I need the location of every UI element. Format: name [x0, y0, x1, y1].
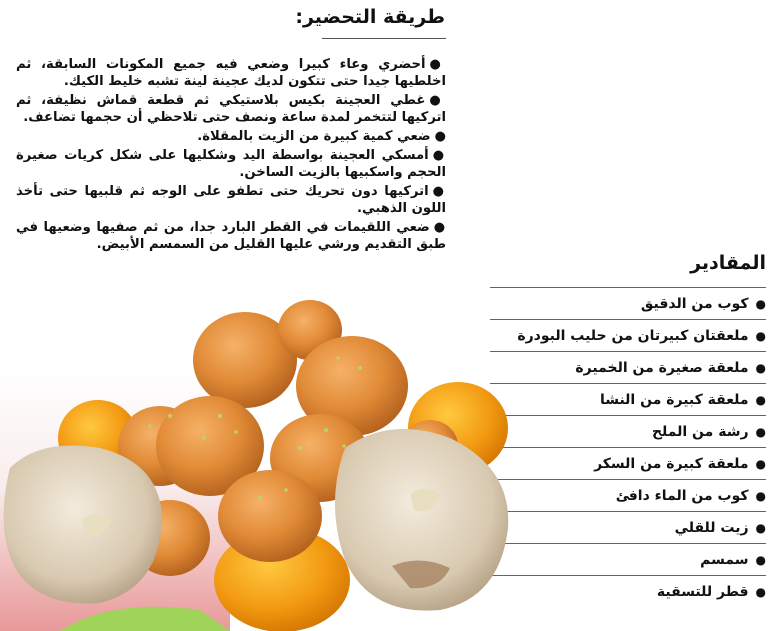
- bullet-icon: ●: [755, 424, 766, 439]
- bullet-icon: ●: [755, 552, 766, 567]
- ingredient-text: ملعقة صغيرة من الخميرة: [575, 359, 749, 376]
- method-steps: [16, 56, 446, 255]
- bullet-icon: ●: [755, 360, 766, 375]
- method-step: [16, 92, 446, 126]
- ingredient-item: [490, 319, 766, 351]
- ingredient-item: [490, 287, 766, 319]
- bullet-icon: ●: [755, 328, 766, 343]
- method-step-text: ضعي كمية كبيرة من الزيت بالمقلاة.: [197, 129, 431, 144]
- method-step: [16, 147, 446, 181]
- bullet-icon: ●: [755, 296, 766, 311]
- dried-fig: [4, 446, 162, 604]
- ingredient-item: [490, 479, 766, 511]
- ingredients-list: [490, 287, 766, 607]
- method-step-text: أحضري وعاء كبيرا وضعي فيه جميع المكونات السابقة، ثم اخلطيها جيدا حتى تتكون لديك عجينة لينة تشبه خليط الكيك.: [16, 57, 446, 89]
- ingredient-text: ملعقتان كبيرتان من حليب البودرة: [517, 327, 749, 344]
- method-step: [16, 219, 446, 253]
- ingredient-item: [490, 415, 766, 447]
- food-photo: [0, 298, 520, 631]
- ingredient-text: قطر للتسقية: [656, 583, 749, 600]
- ingredient-item: [490, 575, 766, 607]
- method-step: [16, 183, 446, 217]
- bullet-icon: ●: [432, 148, 447, 163]
- bullet-icon: ●: [432, 184, 446, 199]
- ingredient-item: [490, 447, 766, 479]
- ingredients-title: المقادير: [690, 252, 766, 274]
- bullet-icon: ●: [755, 584, 766, 599]
- ingredient-item: [490, 383, 766, 415]
- method-title: طريقة التحضير:: [295, 6, 445, 28]
- ingredient-item: [490, 511, 766, 543]
- ingredient-text: رشة من الملح: [651, 423, 749, 440]
- bullet-icon: ●: [433, 220, 446, 235]
- ingredient-text: سمسم: [700, 551, 749, 568]
- bullet-icon: ●: [429, 57, 446, 72]
- method-step-text: أمسكي العجينة بواسطة اليد وشكليها على شكل كريات صغيرة الحجم واسكبيها بالزيت الساخن.: [16, 148, 446, 180]
- ingredient-item: [490, 351, 766, 383]
- method-step-text: اتركيها دون تحريك حتى تطفو على الوجه ثم قلبيها حتى تأخذ اللون الذهبي.: [16, 184, 446, 216]
- ingredient-item: [490, 543, 766, 575]
- luqaimat-ball: [218, 470, 322, 562]
- bullet-icon: ●: [755, 488, 766, 503]
- bullet-icon: ●: [755, 456, 766, 471]
- bullet-icon: ●: [434, 129, 446, 144]
- ingredient-text: كوب من الماء دافئ: [615, 487, 749, 504]
- method-step: [16, 128, 446, 145]
- ingredient-text: ملعقة كبيرة من السكر: [594, 455, 749, 472]
- bullet-icon: ●: [429, 93, 447, 108]
- bullet-icon: ●: [755, 392, 766, 407]
- method-step: [16, 56, 446, 90]
- bullet-icon: ●: [755, 520, 766, 535]
- ingredient-text: زيت للقلي: [674, 519, 749, 536]
- ingredient-text: كوب من الدقيق: [640, 295, 749, 312]
- ingredient-text: ملعقة كبيرة من النشا: [599, 391, 749, 408]
- method-step-text: ضعي اللقيمات في القطر البارد جدا، من ثم صفيها وضعيها في طبق التقديم ورشي عليها القليل من السمسم الأبيض.: [16, 220, 446, 252]
- method-title-divider: [322, 38, 446, 39]
- method-step-text: غطي العجينة بكيس بلاستيكي ثم قطعة قماش نظيفة، ثم اتركيها لتتخمر لمدة ساعة ونصف حتى تلاحظي أن حجمها تضاعف.: [16, 93, 446, 125]
